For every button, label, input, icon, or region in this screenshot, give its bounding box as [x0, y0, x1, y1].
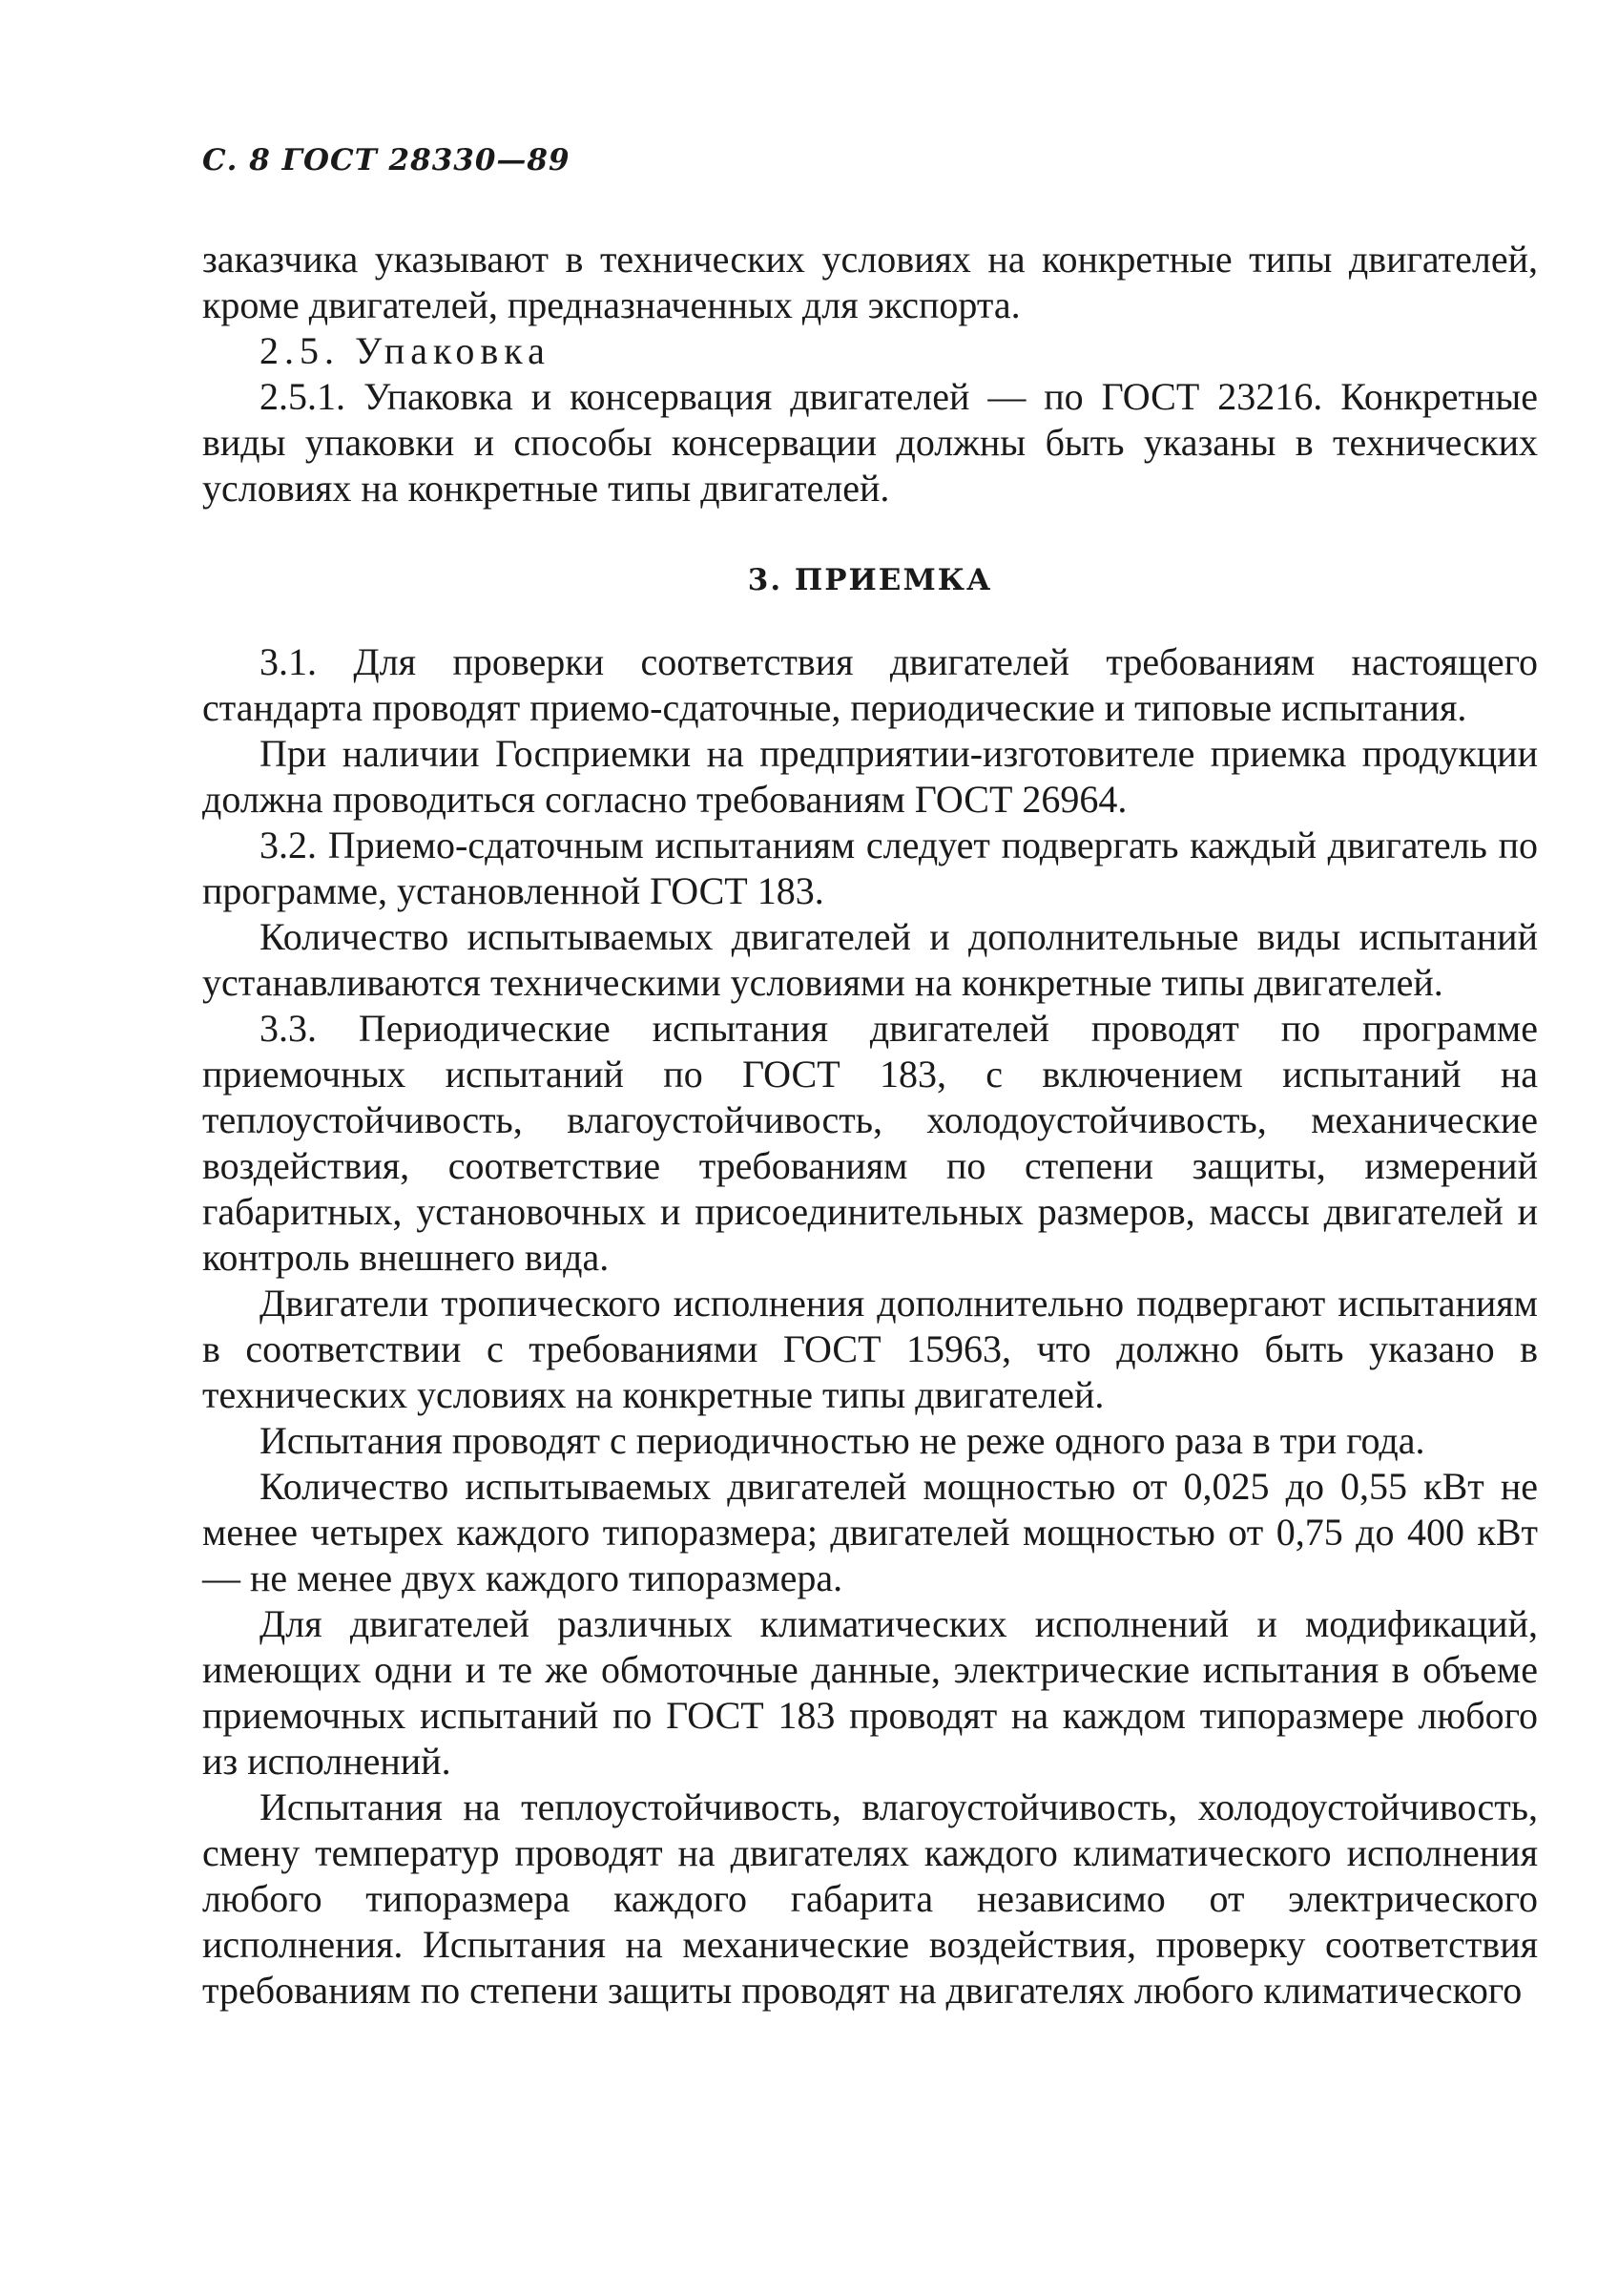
paragraph-quantity-tested: Количество испытываемых двигателей и дополнительные виды испытаний устанавливаются техническими условиями на конкретные типы двигателей.: [202, 915, 1538, 1004]
paragraph-quantity-by-power: Количество испытываемых двигателей мощностью от 0,025 до 0,55 кВт не менее четырех каждого типоразмера; двигателей мощностью от 0,75 до 400 кВт — не менее двух каждого типоразмера.: [202, 1465, 1538, 1599]
paragraph-continuation: заказчика указывают в технических условиях на конкретные типы двигателей, кроме двигателей, предназначенных для экспорта.: [202, 238, 1538, 326]
paragraph-3-2: 3.2. Приемо-сдаточным испытаниям следует подвергать каждый двигатель по программе, установленной ГОСТ 183.: [202, 824, 1538, 912]
paragraph-gospriemka: При наличии Госприемки на предприятии-изготовителе приемка продукции должна проводиться согласно требованиям ГОСТ 26964.: [202, 732, 1538, 821]
section-title: 3. ПРИЕМКА: [747, 563, 993, 597]
paragraph-climatic-modifications: Для двигателей различных климатических исполнений и модификаций, имеющих одни и те же обмоточные данные, электрические испытания в объеме приемочных испытаний по ГОСТ 183 проводят на каждом типоразмере любого из исполнений.: [202, 1602, 1538, 1783]
paragraph-periodicity: Испытания проводят с периодичностью не реже одного раза в три года.: [259, 1419, 1425, 1462]
paragraph-2-5-1: 2.5.1. Упаковка и консервация двигателей — по ГОСТ 23216. Конкретные виды упаковки и способы консервации должны быть указаны в технических условиях на конкретные типы двигателей.: [202, 375, 1538, 510]
paragraph-heat-resistance-tests: Испытания на теплоустойчивость, влагоустойчивость, холодоустойчивость, смену температур проводят на двигателях каждого климатического исполнения любого типоразмера каждого габарита независимо от электрического исполнения. Испытания на механические воздействия, проверку соответствия требованиям по степени защиты проводят на двигателях любого климатического: [202, 1785, 1538, 2012]
paragraph-tropical: Двигатели тропического исполнения дополнительно подвергают испытаниям в соответствии с требованиями ГОСТ 15963, что должно быть указано в технических условиях на конкретные типы двигателей.: [202, 1282, 1538, 1416]
paragraph-3-1: 3.1. Для проверки соответствия двигателей требованиям настоящего стандарта проводят приемо-сдаточные, периодические и типовые испытания.: [202, 640, 1538, 729]
subsection-heading-packaging: 2.5. Упаковка: [259, 329, 550, 372]
document-page: [202, 143, 1538, 2014]
page-header: С. 8 ГОСТ 28330—89: [202, 143, 570, 177]
paragraph-3-3: 3.3. Периодические испытания двигателей проводят по программе приемочных испытаний по ГОСТ 183, с включением испытаний на теплоустойчивость, влагоустойчивость, холодоустойчивость, механические воздействия, соответствие требованиям по степени защиты, измерений габаритных, установочных и присоединительных размеров, массы двигателей и контроль внешнего вида.: [202, 1007, 1538, 1279]
